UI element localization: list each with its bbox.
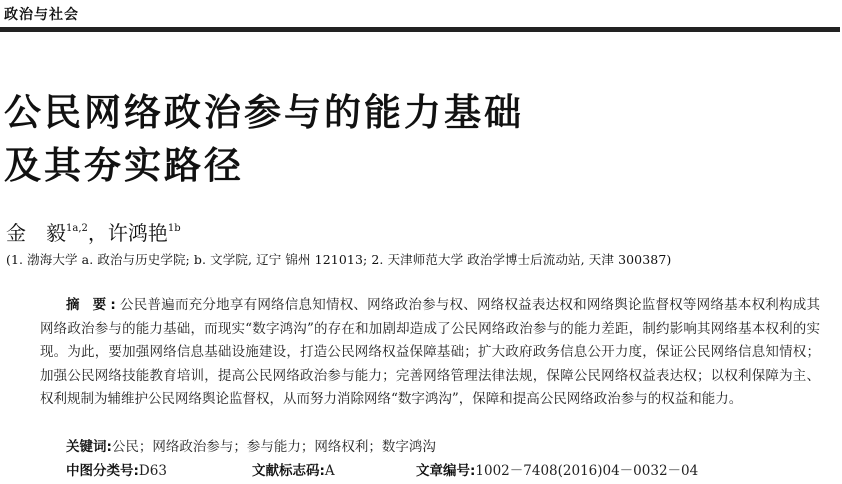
author-list: [6, 217, 181, 246]
article-number: [416, 459, 698, 479]
author-superscript: 1a,2: [66, 223, 88, 234]
article-number-value: 1002－7408(2016)04－0032－04: [475, 463, 699, 479]
keywords: [66, 435, 436, 455]
author-separator: ，: [87, 221, 108, 245]
abstract-label: 摘 要:: [66, 297, 120, 313]
author-name: 许鸿艳: [107, 221, 168, 245]
article-number-label: 文章编号:: [416, 463, 476, 479]
clc-value: D63: [138, 463, 167, 479]
header-rule: [0, 27, 840, 32]
doc-code-value: A: [324, 463, 335, 479]
author-superscript: 1b: [167, 223, 181, 234]
clc-label: 中图分类号:: [66, 463, 139, 479]
document-code: [252, 459, 335, 479]
title-line-1: 公民网络政治参与的能力基础: [4, 91, 524, 134]
clc-number: [66, 459, 167, 479]
abstract-text: 公民普遍而充分地享有网络信息知情权、网络政治参与权、网络权益表达权和网络舆论监督权等网络基本权利构成其网络政治参与的能力基础，而现实“数字鸿沟”的存在和加剧却造成了公民网络政治参与的能力差距，制约影响其网络基本权利的实现。为此，要加强网络信息基础设施建设，打造公民网络权益保障基础；扩大政府政务信息公开力度，保证公民网络信息知情权；加强公民网络技能教育培训，提高公民网络政治参与能力；完善网络管理法律法规，保障公民网络权益表达权；以权利保障为主、权利规制为辅维护公民网络舆论监督权，从而努力消除网络“数字鸿沟”，保障和提高公民网络政治参与的权益和能力。: [40, 297, 820, 407]
affiliation: (1. 渤海大学 a. 政治与历史学院; b. 文学院, 辽宁 锦州 121013; 2. 天津师范大学 政治学博士后流动站, 天津 300387): [6, 252, 672, 267]
keywords-text: 公民；网络政治参与；参与能力；网络权利；数字鸿沟: [111, 439, 436, 455]
abstract: [40, 294, 820, 412]
section-label: 政治与社会: [4, 7, 79, 23]
doc-code-label: 文献标志码:: [252, 463, 325, 479]
keywords-label: 关键词:: [66, 439, 112, 455]
title-line-2: 及其夯实路径: [4, 144, 244, 187]
paper-title: [4, 86, 524, 192]
author-name: 金 毅: [6, 221, 66, 245]
